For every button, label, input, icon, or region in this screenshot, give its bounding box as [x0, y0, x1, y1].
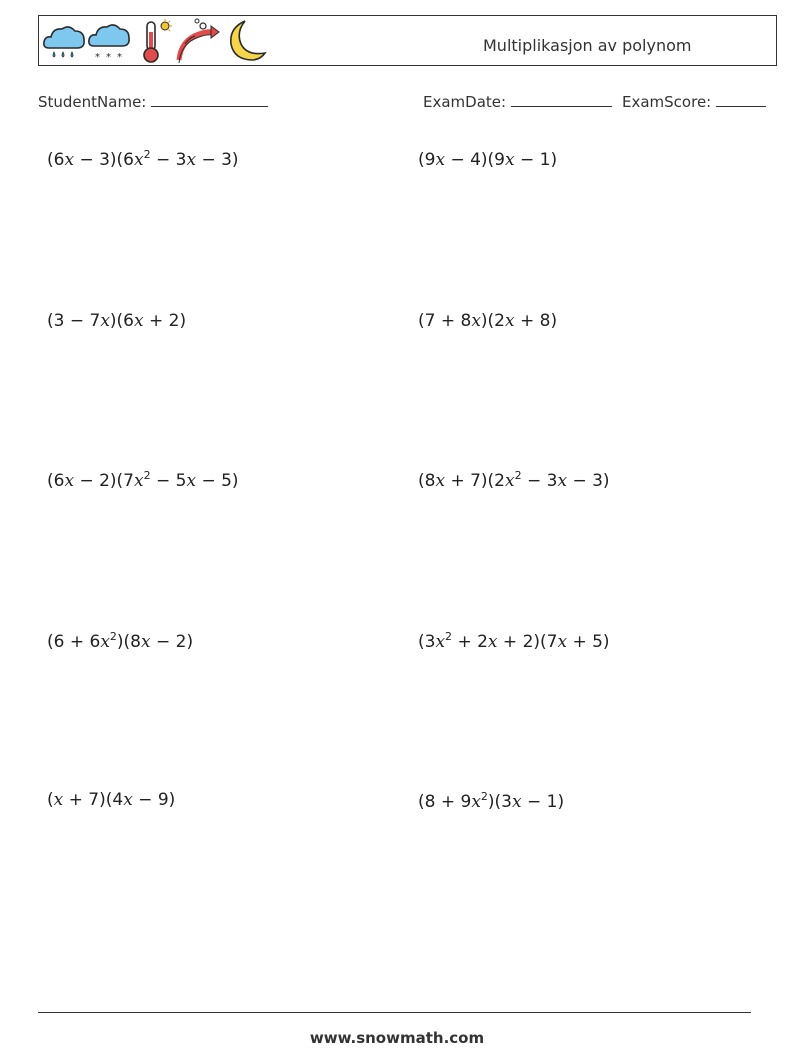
problem-7: [47, 632, 193, 652]
exam-score-blank[interactable]: [716, 92, 766, 107]
problem-3: [47, 311, 186, 331]
problem-expression: $(6 + 6x^2)(8x - 2)$: [47, 630, 194, 652]
wind-icon: [175, 18, 221, 64]
thermometer-sun-icon: [139, 18, 175, 64]
student-info-fields: [0, 92, 794, 116]
problem-expression: (7 + 8x)(2x + 8): [418, 311, 558, 331]
problem-5: [47, 471, 239, 491]
exam-date-blank[interactable]: [511, 92, 612, 107]
problem-expression: $(3x^2 + 2x + 2)(7x + 5)$: [418, 630, 610, 652]
problem-expression: $(6x - 2)(7x^2 - 5x - 5)$: [47, 469, 239, 491]
worksheet-header: [38, 15, 777, 66]
problem-1: [47, 150, 239, 170]
problem-6: [418, 471, 610, 491]
problem-expression: (x + 7)(4x − 9): [47, 790, 176, 810]
moon-icon: [221, 18, 267, 64]
problem-expression: $(8 + 9x^2)(3x - 1)$: [418, 790, 565, 812]
student-name-label: StudentName:: [38, 93, 147, 111]
exam-score-label: ExamScore:: [622, 93, 712, 111]
worksheet-title: Multiplikasjon av polynom: [483, 36, 692, 55]
footer-url: www.snowmath.com: [309, 1029, 485, 1047]
svg-text:*: *: [106, 52, 111, 63]
svg-text:*: *: [117, 52, 122, 63]
student-name-blank[interactable]: [151, 92, 268, 107]
problem-2: [418, 150, 557, 170]
svg-text:*: *: [95, 52, 100, 63]
footer-divider: [38, 1012, 751, 1013]
problem-10: [418, 792, 564, 812]
problem-9: [47, 790, 175, 810]
problem-expression: (3 − 7x)(6x + 2): [47, 311, 187, 331]
problem-expression: $(8x + 7)(2x^2 - 3x - 3)$: [418, 469, 610, 491]
exam-date-label: ExamDate:: [423, 93, 507, 111]
snow-cloud-icon: [86, 18, 132, 64]
exam-score-field: [622, 92, 766, 111]
student-name-field: [38, 92, 268, 111]
rain-cloud-icon: [41, 18, 87, 64]
exam-date-field: [423, 92, 612, 111]
problem-expression: $(6x - 3)(6x^2 - 3x - 3)$: [47, 148, 239, 170]
problem-4: [418, 311, 557, 331]
problem-8: [418, 632, 610, 652]
problem-expression: (9x − 4)(9x − 1): [418, 150, 558, 170]
